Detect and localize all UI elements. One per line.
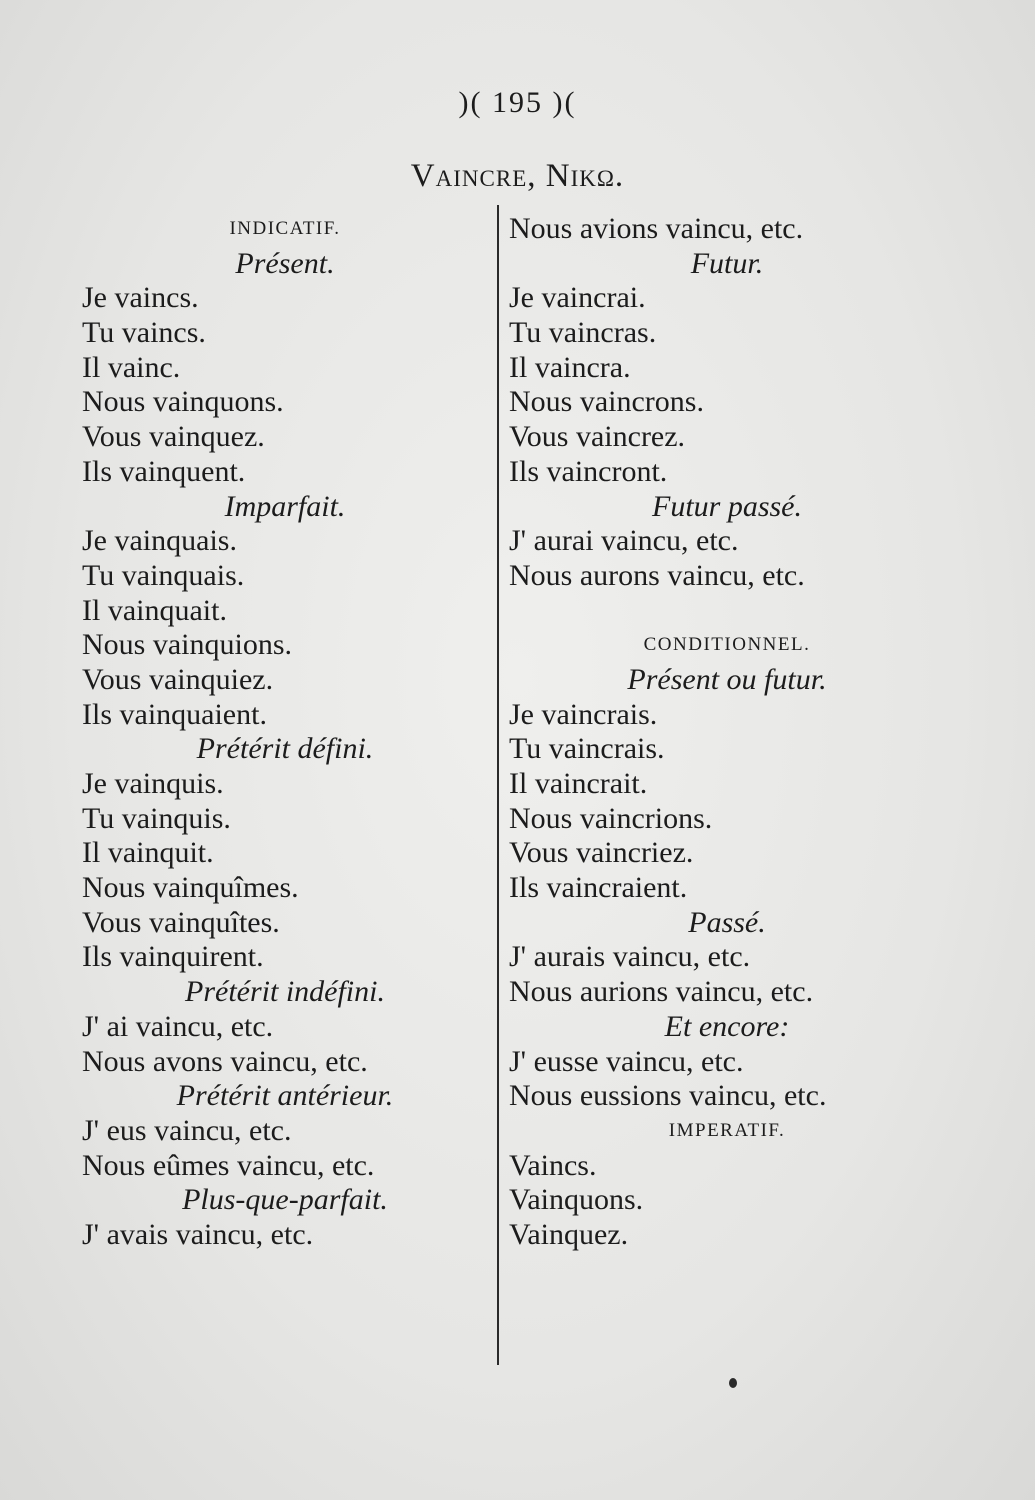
verb-title: Vaincre, Nikω. [410, 158, 625, 194]
conjugation-line: Vous vaincrez. [509, 420, 686, 454]
right-column [507, 212, 947, 1253]
conjugation-line: Nous vainquîmes. [82, 871, 299, 905]
conjugation-line: J' aurais vaincu, etc. [509, 940, 751, 974]
conjugation-line: Je vainquais. [82, 524, 237, 558]
conjugation-line: Nous avons vaincu, etc. [82, 1044, 368, 1078]
conjugation-line: Vous vainquiez. [82, 662, 274, 696]
conjugation-line: Nous aurons vaincu, etc. [509, 558, 805, 592]
conjugation-line: Je vaincrais. [509, 697, 658, 731]
tense-heading: Prétérit indéfini. [185, 975, 385, 1009]
tense-heading: Prétérit défini. [196, 732, 374, 766]
tense-heading: Présent ou futur. [627, 662, 827, 696]
tense-heading: Futur. [690, 246, 764, 280]
mood-heading: INDICATIF. [229, 218, 341, 239]
mood-heading: IMPERATIF. [668, 1119, 786, 1141]
conjugation-line: J' ai vaincu, etc. [82, 1009, 274, 1043]
conjugation-line: Tu vainquis. [82, 801, 231, 835]
conjugation-line: Nous vainquions. [82, 628, 292, 662]
tense-heading: Plus-que-parfait. [182, 1183, 388, 1217]
conjugation-line: Il vainquit. [82, 836, 214, 870]
column-divider [497, 205, 499, 1365]
conjugation-line: Vainquez. [509, 1217, 629, 1251]
conjugation-line: Vainquons. [509, 1183, 644, 1217]
conjugation-line: Il vainquait. [82, 593, 227, 627]
conjugation-line: Ils vainquaient. [82, 697, 267, 731]
mood-heading: CONDITIONNEL. [643, 634, 811, 656]
tense-heading: Prétérit antérieur. [176, 1079, 394, 1113]
conjugation-line: Il vainc. [82, 350, 181, 384]
conjugation-line: Nous vaincrons. [509, 385, 704, 419]
tense-heading: Passé. [688, 905, 766, 939]
conjugation-line: Ils vainquent. [82, 454, 246, 488]
conjugation-line: Nous eûmes vaincu, etc. [82, 1148, 375, 1182]
conjugation-line: Vaincs. [509, 1148, 597, 1182]
conjugation-line: Nous aurions vaincu, etc. [509, 975, 814, 1009]
ink-spot [729, 1378, 737, 1388]
spacer [507, 594, 947, 629]
conjugation-line: Ils vainquirent. [82, 940, 264, 974]
tense-heading: Futur passé. [652, 489, 802, 523]
conjugation-line: Tu vainquais. [82, 558, 245, 592]
page-number: )( 195 )( [458, 86, 577, 119]
conjugation-line: Nous vainquons. [82, 385, 284, 419]
conjugation-line: J' avais vaincu, etc. [82, 1217, 314, 1251]
tense-heading: Et encore: [664, 1009, 790, 1043]
conjugation-line: Tu vaincs. [82, 316, 206, 350]
conjugation-line: Nous avions vaincu, etc. [509, 212, 804, 245]
tense-heading: Présent. [235, 246, 335, 280]
conjugation-line: Je vainquis. [82, 767, 224, 800]
conjugation-line: Tu vaincrais. [509, 732, 665, 766]
conjugation-line: J' eus vaincu, etc. [82, 1113, 292, 1147]
conjugation-line: Vous vaincriez. [509, 836, 694, 870]
conjugation-line: Nous vaincrions. [509, 801, 713, 835]
conjugation-line: Il vaincrait. [509, 767, 648, 800]
conjugation-line: J' aurai vaincu, etc. [509, 524, 739, 558]
conjugation-line: J' eusse vaincu, etc. [509, 1044, 744, 1078]
conjugation-line: Vous vainquîtes. [82, 905, 280, 939]
conjugation-line: Vous vainquez. [82, 420, 265, 454]
conjugation-line: Nous eussions vaincu, etc. [509, 1079, 827, 1113]
tense-heading: Imparfait. [224, 489, 346, 523]
left-column [80, 212, 490, 1253]
conjugation-line: Ils vaincraient. [509, 871, 688, 905]
conjugation-line: Je vaincrai. [509, 281, 646, 315]
conjugation-line: Je vaincs. [82, 281, 199, 315]
conjugation-line: Ils vaincront. [509, 454, 668, 488]
conjugation-line: Tu vaincras. [509, 316, 657, 350]
conjugation-line: Il vaincra. [509, 350, 631, 384]
